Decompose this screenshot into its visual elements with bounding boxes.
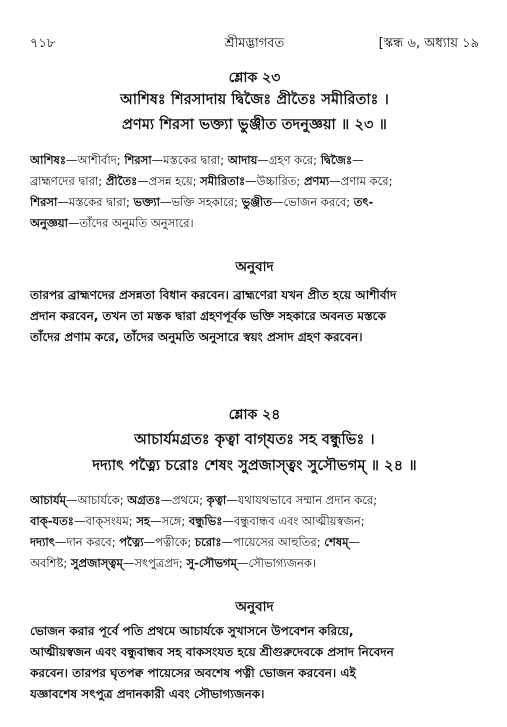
translation-line: ভোজন করার পূর্বে পতি প্রথমে আচার্যকে সুখাসনে উপবেশন করিয়ে, — [30, 624, 354, 638]
synonym-meaning: —ভোজন করবে; — [271, 195, 354, 209]
verse-24-translation-heading: অনুবাদ — [235, 599, 274, 615]
verse-23-line-1: আশিষঃ শিরসাদায় দ্বিজৈঃ প্রীতৈঃ সমীরিতাঃ । — [120, 92, 389, 108]
translation-line: তাঁদের প্রণাম করে, তাঁদের অনুমতি অনুসারে স্বয়ং প্রসাদ গ্রহণ করবেন। — [30, 330, 363, 344]
sanskrit-term: অনুজ্ঞয়া — [30, 216, 68, 230]
synonym-line — [30, 192, 479, 213]
synonym-meaning: —তাঁদের অনুমতি অনুসারে। — [67, 216, 194, 230]
sanskrit-term: আদায় — [227, 153, 258, 167]
synonym-line — [30, 553, 479, 574]
sanskrit-term: সহ — [136, 514, 150, 528]
synonym-meaning: অবশিষ্ট; — [30, 556, 71, 570]
synonym-meaning: —পত্নীকে; — [143, 535, 195, 549]
sanskrit-term: আচার্যম্ — [30, 493, 66, 507]
synonym-meaning: —সৌভাগ্যজনক। — [236, 556, 317, 570]
translation-line: যজ্ঞাবশেষ সৎপুত্র প্রদানকারী এবং সৌভাগ্যজনক। — [30, 687, 265, 701]
synonym-meaning: —আশীর্বাদ; — [65, 153, 125, 167]
sanskrit-term: কৃত্বা — [206, 493, 227, 507]
verse-24-translation — [30, 620, 479, 704]
synonym-meaning: —আচার্যকে; — [65, 493, 128, 507]
verse-23-heading: শ্লোক ২৩ — [228, 70, 281, 86]
verse-23-synonyms — [30, 150, 479, 234]
synonym-meaning: —প্রথমে; — [160, 493, 207, 507]
sanskrit-term: তৎ- — [353, 195, 374, 209]
sanskrit-term: পত্ন্যৈ — [119, 535, 144, 549]
synonym-line — [30, 213, 479, 234]
sanskrit-term: বন্ধুভিঃ — [188, 514, 223, 528]
verse-23-translation-heading: অনুবাদ — [235, 259, 274, 275]
synonym-meaning: —মস্তকের দ্বারা; — [151, 153, 228, 167]
page-header — [30, 34, 479, 54]
synonym-line — [30, 532, 479, 553]
sanskrit-term: শেষম্ — [324, 535, 349, 549]
translation-line: তারপর ব্রাহ্মণদের প্রসন্নতা বিধান করবেন। ব্রাহ্মণেরা যখন প্রীত হয়ে আশীর্বাদ — [30, 288, 397, 302]
sanskrit-term: শিরসা — [30, 195, 58, 209]
sanskrit-term: ভক্ত্যা — [133, 195, 160, 209]
verse-23-line-2: প্রণম্য শিরসা ভক্ত্যা ভুঞ্জীত তদনুজ্ঞয়া ॥ ২৩ ॥ — [122, 117, 387, 133]
verse-24-line-1: আচার্যমগ্রতঃ কৃত্বা বাগ্‌যতঃ সহ বন্ধুভিঃ । — [134, 432, 375, 448]
synonym-meaning: — — [348, 535, 360, 549]
sanskrit-term: সুপ্রজাস্ত্বম্ — [70, 556, 123, 570]
verse-23-translation — [30, 284, 479, 347]
synonym-line — [30, 490, 479, 511]
synonym-meaning: —বাক্‌সংযম; — [73, 514, 137, 528]
translation-line: প্রদান করবেন, তখন তা মস্তক দ্বারা গ্রহণপূর্বক ভক্তি সহকারে অবনত মস্তকে — [30, 309, 386, 323]
verse-24-synonyms — [30, 490, 479, 574]
page-number: ৭১৮ — [30, 36, 56, 51]
sanskrit-term: সমীরিতাঃ — [200, 174, 246, 188]
synonym-meaning: —প্রসন্ন হয়ে; — [137, 174, 201, 188]
sanskrit-term: দ্বিজৈঃ — [320, 153, 353, 167]
sanskrit-term: সু-সৌভগম্ — [186, 556, 237, 570]
synonym-meaning: —মস্তকের দ্বারা; — [57, 195, 134, 209]
translation-line: আত্মীয়স্বজন এবং বন্ধুবান্ধব সহ বাকসংযত হয়ে শ্রীগুরুদেবকে প্রসাদ নিবেদন — [30, 645, 394, 659]
sanskrit-term: দদ্যাৎ — [30, 535, 55, 549]
sanskrit-term: অগ্রতঃ — [127, 493, 161, 507]
sanskrit-term: ভুঞ্জীত — [241, 195, 272, 209]
synonym-meaning: —পায়েসের আহুতির; — [221, 535, 325, 549]
synonym-meaning: —গ্রহণ করে; — [257, 153, 321, 167]
chapter-reference: [স্কন্ধ ৬, অধ্যায় ১৯ — [378, 36, 479, 51]
synonym-meaning: —দান করবে; — [54, 535, 120, 549]
synonym-meaning: —প্রণাম করে; — [329, 174, 393, 188]
translation-line: করবেন। তারপর ঘৃতপক্ব পায়েসের অবশেষ পত্নী ভোজন করবেন। এই — [30, 666, 356, 680]
synonym-meaning: —উচ্চারিত; — [245, 174, 304, 188]
synonym-line — [30, 511, 479, 532]
synonym-meaning: —সঙ্গে; — [149, 514, 189, 528]
sanskrit-term: বাক্-যতঃ — [30, 514, 74, 528]
sanskrit-term: চরোঃ — [194, 535, 222, 549]
sanskrit-term: প্রণম্য — [303, 174, 330, 188]
sanskrit-term: প্রীতৈঃ — [105, 174, 138, 188]
synonym-meaning: —বন্ধুবান্ধব এবং আত্মীয়স্বজন; — [222, 514, 365, 528]
synonym-line — [30, 150, 479, 171]
sanskrit-term: শিরসা — [124, 153, 152, 167]
verse-24-line-2: দদ্যাৎ পত্ন্যৈ চরোঃ শেষং সুপ্রজাস্ত্বং সুসৌভগম্ ॥ ২৪ ॥ — [92, 458, 417, 474]
book-title: শ্রীমদ্ভাগবত — [224, 36, 285, 51]
sanskrit-term: আশিষঃ — [30, 153, 66, 167]
synonym-meaning: — — [352, 153, 364, 167]
synonym-meaning: ব্রাহ্মণদের দ্বারা; — [30, 174, 106, 188]
synonym-meaning: —যথাযথভাবে সম্মান প্রদান করে; — [226, 493, 378, 507]
synonym-line — [30, 171, 479, 192]
synonym-meaning: —সৎপুত্রপ্রদ; — [122, 556, 187, 570]
verse-24-heading: শ্লোক ২৪ — [228, 407, 281, 423]
synonym-meaning: —ভক্তি সহকারে; — [159, 195, 242, 209]
